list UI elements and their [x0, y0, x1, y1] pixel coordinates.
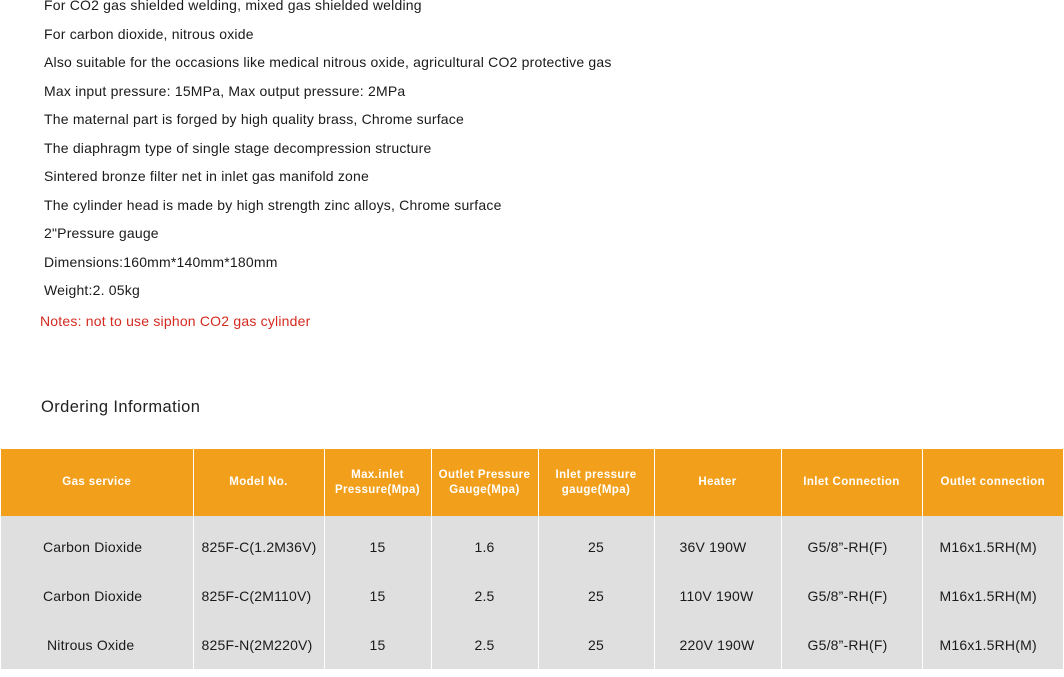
feature-item: Dimensions:160mm*140mm*180mm	[44, 253, 278, 270]
col-header-heater: Heater	[654, 449, 781, 516]
cell-gas-service: Nitrous Oxide	[1, 620, 193, 669]
cell-inlet-gauge: 25	[538, 571, 654, 620]
feature-item: For carbon dioxide, nitrous oxide	[44, 25, 254, 42]
cell-gas-service: Carbon Dioxide	[1, 571, 193, 620]
feature-item: The cylinder head is made by high strength zinc alloys, Chrome surface	[44, 196, 502, 213]
cell-heater: 36V 190W	[654, 516, 781, 571]
cell-outlet-connection: M16x1.5RH(M)	[922, 571, 1063, 620]
warning-note: Notes: not to use siphon CO2 gas cylinder	[40, 313, 311, 329]
cell-model-no: 825F-C(2M110V)	[193, 571, 324, 620]
feature-item: Weight:2. 05kg	[44, 282, 140, 298]
cell-outlet-gauge: 2.5	[431, 571, 538, 620]
cell-outlet-connection: M16x1.5RH(M)	[922, 516, 1063, 571]
col-header-outlet-gauge: Outlet Pressure Gauge(Mpa)	[431, 449, 538, 516]
feature-item: Also suitable for the occasions like medical nitrous oxide, agricultural CO2 protective gas	[44, 54, 612, 70]
ordering-table	[1, 449, 1063, 669]
col-header-inlet-gauge: Inlet pressure gauge(Mpa)	[538, 449, 654, 516]
cell-outlet-gauge: 2.5	[431, 620, 538, 669]
cell-max-inlet: 15	[324, 516, 431, 571]
cell-heater: 220V 190W	[654, 620, 781, 669]
table-row	[1, 516, 1063, 571]
feature-item: Max input pressure: 15MPa, Max output pressure: 2MPa	[44, 82, 406, 99]
feature-item: Sintered bronze filter net in inlet gas manifold zone	[44, 168, 370, 184]
cell-inlet-connection: G5/8”-RH(F)	[781, 620, 922, 669]
cell-heater: 110V 190W	[654, 571, 781, 620]
cell-inlet-gauge: 25	[538, 620, 654, 669]
col-header-model-no: Model No.	[193, 449, 324, 516]
col-header-max-inlet: Max.inlet Pressure(Mpa)	[324, 449, 431, 516]
cell-inlet-connection: G5/8”-RH(F)	[781, 571, 922, 620]
cell-outlet-connection: M16x1.5RH(M)	[922, 620, 1063, 669]
col-header-gas-service: Gas service	[1, 449, 193, 516]
cell-model-no: 825F-C(1.2M36V)	[193, 516, 324, 571]
cell-model-no: 825F-N(2M220V)	[193, 620, 324, 669]
cell-max-inlet: 15	[324, 620, 431, 669]
col-header-inlet-connection: Inlet Connection	[781, 449, 922, 516]
feature-item: The maternal part is forged by high quality brass, Chrome surface	[44, 111, 464, 127]
cell-inlet-gauge: 25	[538, 516, 654, 571]
cell-gas-service: Carbon Dioxide	[1, 516, 193, 571]
feature-item: For CO2 gas shielded welding, mixed gas shielded welding	[44, 0, 422, 13]
table-row	[1, 571, 1063, 620]
feature-item: 2"Pressure gauge	[44, 225, 159, 241]
table-row	[1, 620, 1063, 669]
col-header-outlet-connection: Outlet connection	[922, 449, 1063, 516]
cell-outlet-gauge: 1.6	[431, 516, 538, 571]
table-header-row	[1, 449, 1063, 516]
cell-max-inlet: 15	[324, 571, 431, 620]
feature-item: The diaphragm type of single stage decompression structure	[44, 139, 432, 156]
ordering-info-title: Ordering Information	[41, 398, 201, 416]
feature-list	[44, 0, 612, 305]
cell-inlet-connection: G5/8”-RH(F)	[781, 516, 922, 571]
